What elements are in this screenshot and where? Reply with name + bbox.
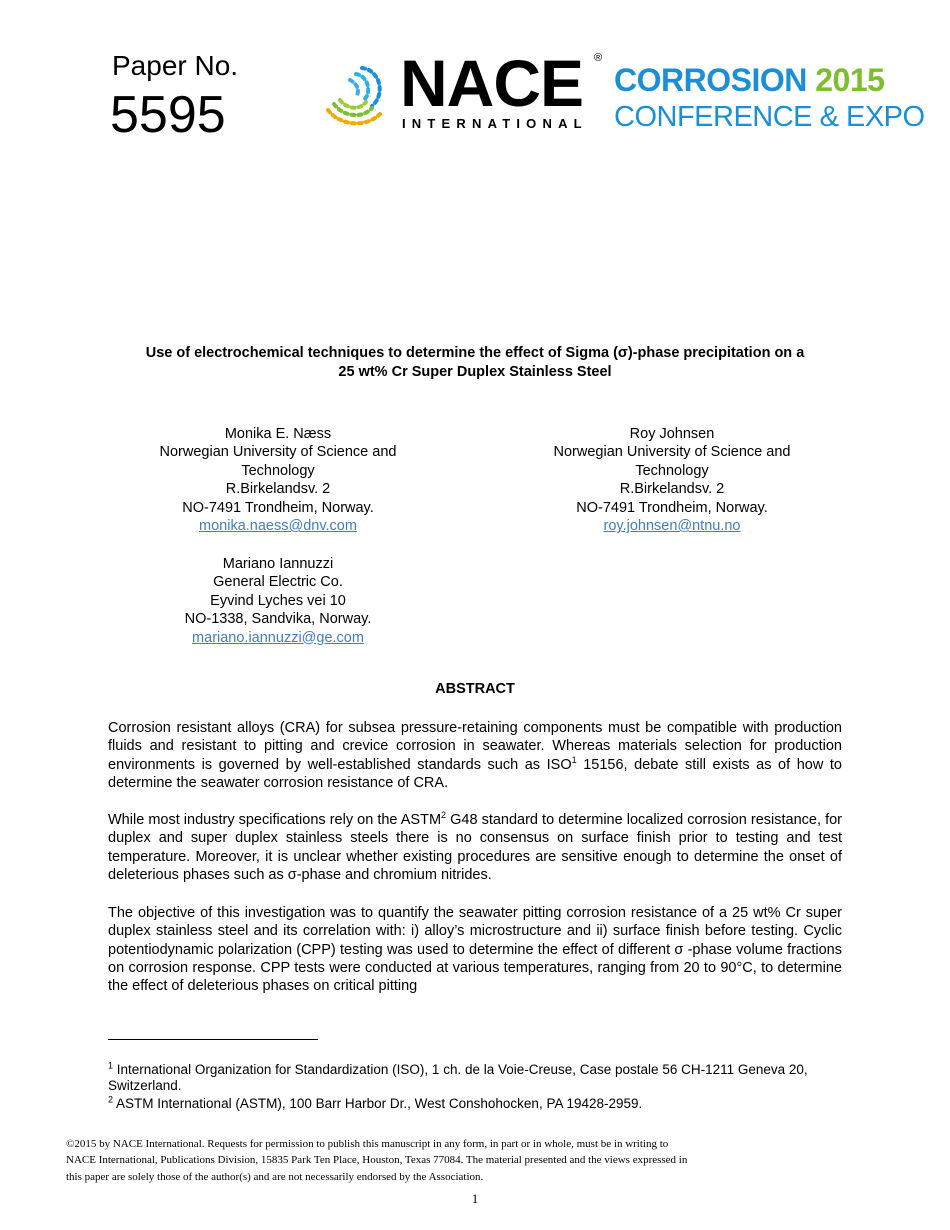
abstract-paragraph-1: Corrosion resistant alloys (CRA) for subsea pressure-retaining components must be compatible with production fluids and resistant to pitting and crevice corrosion in seawater. Whereas materials selection for production environments is governed by well-established standards such as ISO$^1$ 15156, debate still exists as of how to determine the seawater corrosion resistance of CRA. — [108, 720, 842, 791]
author-name: Mariano Iannuzzi — [222, 556, 334, 572]
conference-title — [614, 62, 884, 98]
author-street: R.Birkelandsv. 2 — [619, 481, 725, 498]
abstract-paragraph-2: While most industry specifications rely on the ASTM$^2$ G48 standard to determine localized corrosion resistance, for duplex and super duplex stainless steels there is no consensus on surface finish prior to testing and test temperature. Moreover, it is unclear whether existing procedures are sensitive enough to determine the onset of deleterious phases such as σ-phase and chromium nitrides. — [108, 810, 842, 883]
author-block-1 — [128, 425, 428, 535]
paper-title — [90, 344, 860, 382]
author-email-link[interactable]: roy.johnsen@ntnu.no — [603, 518, 741, 535]
footnote-2: $^2$ ASTM International (ASTM), 100 Barr Harbor Dr., West Conshohocken, PA 19428-2959. — [108, 1094, 643, 1111]
nace-globe-icon — [322, 60, 394, 132]
author-city: NO-7491 Trondheim, Norway. — [576, 499, 768, 516]
paper-number: 5595 — [110, 86, 226, 144]
nace-wordmark: NACE — [400, 46, 584, 120]
author-email-link[interactable]: monika.naess@dnv.com — [199, 518, 357, 535]
abstract-heading: ABSTRACT — [435, 681, 515, 697]
nace-logo — [322, 46, 603, 142]
footnote-divider — [108, 1039, 318, 1040]
paper-title-line1: Use of electrochemical techniques to determine the effect of Sigma (σ)-phase precipitation on a — [145, 345, 805, 361]
author-block-3 — [128, 555, 428, 647]
footnote-ref-1: 1 — [571, 754, 577, 765]
registered-mark: ® — [594, 52, 603, 64]
author-org: Technology — [635, 462, 709, 479]
author-org: Technology — [241, 462, 315, 479]
paper-number-label: Paper No. — [112, 50, 239, 81]
author-name: Monika E. Næss — [224, 426, 332, 442]
author-city: NO-7491 Trondheim, Norway. — [182, 499, 374, 516]
conference-year: 2015 — [815, 62, 885, 98]
paper-title-line2: 25 wt% Cr Super Duplex Stainless Steel — [338, 364, 612, 380]
author-org: Norwegian University of Science and — [553, 444, 791, 461]
author-block-2 — [522, 425, 822, 535]
footnote-ref-2: 2 — [441, 810, 447, 821]
author-org: Norwegian University of Science and — [159, 444, 397, 461]
author-org: General Electric Co. — [213, 574, 343, 591]
author-street: R.Birkelandsv. 2 — [225, 481, 331, 498]
author-name: Roy Johnsen — [629, 426, 715, 442]
conference-word: CORROSION — [614, 62, 807, 98]
footnote-1: $^1$ International Organization for Standardization (ISO), 1 ch. de la Voie-Creuse, Case postale 56 CH-1211 Geneva 20, Switzerland. — [108, 1060, 808, 1093]
abstract-paragraph-3: The objective of this investigation was to quantify the seawater pitting corrosion resistance of a 25 wt% Cr super duplex stainless steel and its correlation with: i) alloy’s microstructure and ii) surface finish before testing. Cyclic potentiodynamic polarization (CPP) testing was used to determine the effect of different σ -phase volume fractions on corrosion response. CPP tests were conducted at various temperatures, ranging from 20 to 90°C, to determine the effect of deleterious phases on critical pitting — [108, 905, 842, 995]
author-city: NO-1338, Sandvika, Norway. — [184, 611, 372, 628]
copyright-notice: ©2015 by NACE International. Requests for permission to publish this manuscript in any form, in part or in whole, must be in writing to NACE International, Publications Division, 15835 Park Ten Place, Houston, Texas 77084. The material presented and the views expressed in this paper are solely those of the author(s) and are not necessarily endorsed by the Association. — [66, 1138, 688, 1183]
page-number: 1 — [471, 1191, 479, 1206]
author-email-link[interactable]: mariano.iannuzzi@ge.com — [192, 629, 364, 646]
author-street: Eyvind Lyches vei 10 — [210, 592, 346, 609]
conference-subtitle: CONFERENCE & EXPO — [614, 101, 925, 133]
nace-international-text: INTERNATIONAL — [402, 116, 588, 131]
